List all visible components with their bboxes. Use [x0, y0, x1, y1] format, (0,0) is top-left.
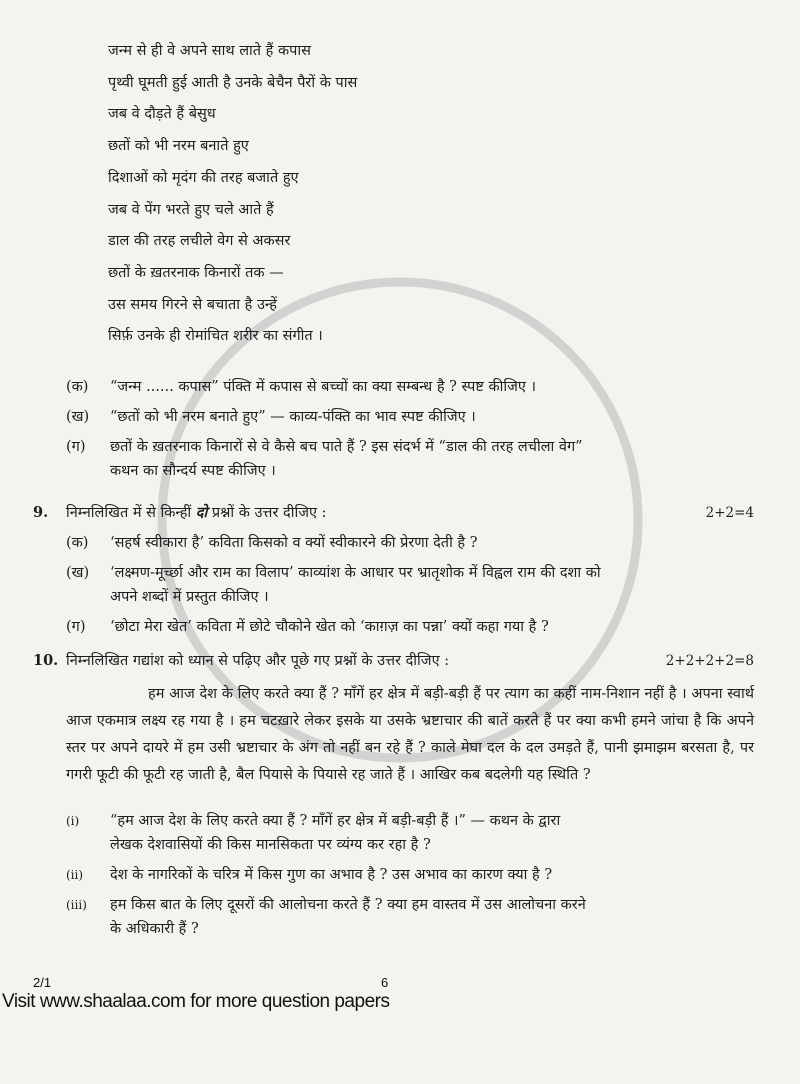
promo-link[interactable]: Visit www.shaalaa.com for more question papers: [2, 991, 390, 1013]
poem: [108, 36, 754, 353]
question-part: [66, 435, 754, 483]
part-text: ‘छोटा मेरा खेत’ कविता में छोटे चौकोने खेत को ‘काग़ज़ का पन्ना’ क्यों कहा गया है ?: [110, 619, 549, 636]
question-prompt: निम्नलिखित गद्यांश को ध्यान से पढ़िए और पूछे गए प्रश्नों के उत्तर दीजिए :: [66, 653, 450, 670]
page-footer: [0, 975, 800, 1023]
part-text: अपने शब्दों में प्रस्तुत कीजिए ।: [110, 589, 269, 606]
poem-line: दिशाओं को मृदंग की तरह बजाते हुए: [108, 169, 299, 186]
question-10-parts: [66, 809, 754, 941]
question-part: [66, 375, 754, 399]
part-text: लेखक देशवासियों की किस मानसिकता पर व्यंग्य कर रहा है ?: [110, 837, 431, 854]
passage-line: इसके या उसके भ्रष्टाचार की बातें करते हैं पर क्या कभी हमने जांचा है कि अपने स्तर पर अपने: [66, 713, 754, 757]
marks: 2+2+2+2=8: [665, 653, 754, 670]
passage-line: कहीं नाम-निशान नहीं है । अपना स्वार्थ आज एकमात्र लक्ष्य रह गया है । हम चटख़ारे लेकर: [66, 686, 754, 730]
part-text: “छतों को भी नरम बनाते हुए” — काव्य-पंक्ति का भाव स्पष्ट कीजिए ।: [110, 409, 476, 426]
question-10: [33, 649, 754, 941]
poem-line: जब वे पेंग भरते हुए चले आते हैं: [108, 201, 274, 218]
part-label: (iii): [66, 898, 87, 913]
part-label: (ख): [66, 409, 90, 426]
part-label: (ii): [66, 868, 84, 883]
question-part: [66, 405, 754, 429]
passage-line: पानी झमाझम बरसता है, पर गगरी फूटी की फूटी रह जाती है, बैल पियासे के पियासे रह जाते: [66, 740, 755, 784]
part-label: (ख): [66, 565, 90, 582]
question-part: [66, 615, 754, 639]
prompt-text: प्रश्नों के उत्तर दीजिए :: [211, 505, 327, 522]
part-label: (i): [66, 814, 80, 829]
part-label: (क): [66, 379, 89, 396]
part-text: ‘लक्ष्मण-मूर्च्छा और राम का विलाप’ काव्यांश के आधार पर भ्रातृशोक में विह्वल राम की दशा को: [110, 565, 601, 582]
question-number: 9.: [33, 504, 49, 522]
part-text: देश के नागरिकों के चरित्र में किस गुण का अभाव है ? उस अभाव का कारण क्या है ?: [110, 867, 553, 884]
question-part: [66, 531, 754, 555]
question-9: [33, 501, 754, 639]
passage: [66, 681, 754, 789]
part-label: (ग): [66, 619, 86, 636]
question-header: [33, 501, 754, 525]
passage-line: दायरे में हम उसी भ्रष्टाचार के अंग तो नहीं बन रहे हैं ? काले मेघा दल के दल उमड़ते हैं,: [142, 740, 599, 757]
question-part: [66, 809, 754, 857]
poem-line: छतों को भी नरम बनाते हुए: [108, 138, 249, 155]
poem-line: डाल की तरह लचीले वेग से अकसर: [108, 233, 291, 250]
marks: 2+2=4: [705, 505, 754, 522]
question-number: 10.: [33, 652, 59, 670]
part-text: छतों के ख़तरनाक किनारों से वे कैसे बच पाते हैं ? इस संदर्भ में “डाल की तरह लचीला वेग”: [110, 439, 583, 456]
question-header: [33, 649, 754, 673]
part-label: (क): [66, 535, 89, 552]
part-text: हम किस बात के लिए दूसरों की आलोचना करते हैं ? क्या हम वास्तव में उस आलोचना करने: [110, 897, 586, 914]
part-text: कथन का सौन्दर्य स्पष्ट कीजिए ।: [110, 463, 276, 480]
passage-line: हैं । आखिर कब बदलेगी यह स्थिति ?: [397, 767, 591, 784]
question-8-parts: [66, 375, 754, 483]
poem-line: छतों के ख़तरनाक किनारों तक —: [108, 264, 284, 281]
poem-line: जब वे दौड़ते हैं बेसुध: [108, 106, 216, 123]
part-label: (ग): [66, 439, 86, 456]
prompt-emphasis: दो: [195, 504, 208, 522]
question-part: [66, 863, 754, 887]
prompt-text: निम्नलिखित में से किन्हीं: [66, 505, 192, 522]
question-part: [66, 561, 754, 609]
poem-line: पृथ्वी घूमती हुई आती है उनके बेचैन पैरों के पास: [108, 74, 358, 91]
part-text: के अधिकारी हैं ?: [110, 921, 199, 938]
question-part: [66, 893, 754, 941]
page-number: 6: [381, 975, 389, 991]
part-text: ‘सहर्ष स्वीकारा है’ कविता किसको व क्यों स्वीकारने की प्रेरणा देती है ?: [110, 535, 478, 552]
passage-line: हम आज देश के लिए करते क्या हैं ? माँगें हर क्षेत्र में बड़ी-बड़ी हैं पर त्याग का: [148, 686, 549, 703]
poem-line: उस समय गिरने से बचाता है उन्हें: [108, 296, 277, 313]
paper-code: 2/1: [33, 975, 52, 991]
part-text: “जन्म ...... कपास” पंक्ति में कपास से बच्चों का क्या सम्बन्ध है ? स्पष्ट कीजिए ।: [110, 379, 537, 396]
question-prompt: [66, 501, 692, 525]
part-text: “हम आज देश के लिए करते क्या हैं ? माँगें हर क्षेत्र में बड़ी-बड़ी हैं ।” — कथन के द्वारा: [110, 813, 561, 830]
poem-line: सिर्फ़ उनके ही रोमांचित शरीर का संगीत ।: [108, 328, 323, 345]
poem-line: जन्म से ही वे अपने साथ लाते हैं कपास: [108, 43, 311, 59]
question-9-parts: [66, 531, 754, 639]
